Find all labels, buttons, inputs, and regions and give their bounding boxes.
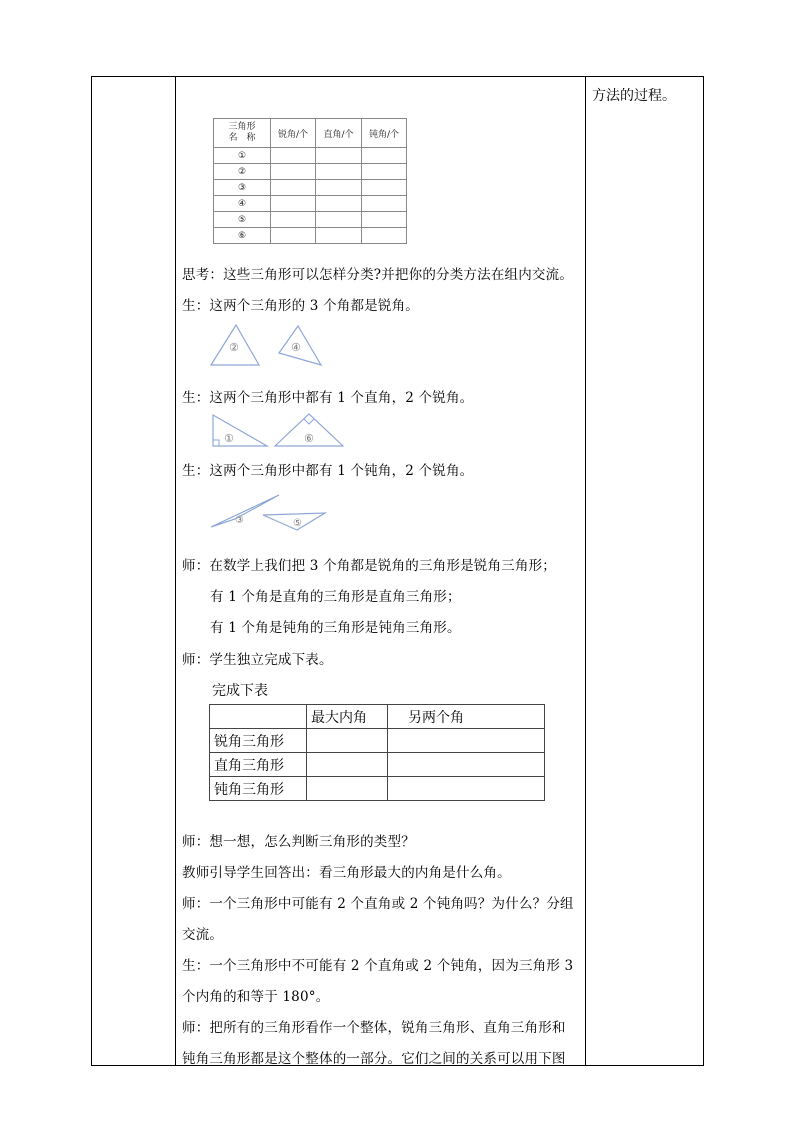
table1-header-right: 直角/个 [316, 119, 362, 148]
right-column-note: 方法的过程。 [592, 88, 676, 104]
obtuse-triangle-5-label: ⑤ [293, 518, 302, 529]
paragraph-teacher-relation-line1: 师：把所有的三角形看作一个整体，锐角三角形、直角三角形和 [182, 1020, 566, 1036]
paragraph-think: 思考：这些三角形可以怎样分类?并把你的分类方法在组内交流。 [182, 267, 574, 283]
table1-row-label: ② [214, 164, 271, 180]
table2-header-blank [210, 705, 307, 729]
triangle-angle-count-table [213, 118, 407, 244]
right-angle-mark-6 [304, 419, 314, 424]
paragraph-teacher-define-right: 有 1 个角是直角的三角形是直角三角形； [210, 589, 461, 605]
table2-row-acute: 锐角三角形 [210, 729, 307, 753]
paragraph-teacher-define-obtuse: 有 1 个角是钝角的三角形是钝角三角形。 [210, 620, 461, 636]
table1-row-label: ④ [214, 196, 271, 212]
table2-row-obtuse: 钝角三角形 [210, 777, 307, 801]
obtuse-triangle-3 [211, 495, 279, 527]
paragraph-teacher-judge: 师：想一想，怎么判断三角形的类型？ [182, 834, 415, 850]
right-triangle-6-label: ⑥ [304, 432, 314, 445]
table1-row-label: ⑤ [214, 212, 271, 228]
paragraph-student-acute: 生：这两个三角形的 3 个角都是锐角。 [182, 298, 419, 314]
paragraph-teacher-task: 师：学生独立完成下表。 [182, 652, 333, 668]
paragraph-student-answer-line1: 生：一个三角形中不可能有 2 个直角或 2 个钝角，因为三角形 3 [182, 958, 574, 974]
table2-caption: 完成下表 [212, 683, 268, 699]
acute-triangles-figure [207, 323, 337, 369]
table2-header-largest-angle: 最大内角 [307, 705, 388, 729]
table1-row-label: ⑥ [214, 228, 271, 244]
right-angle-mark-1 [213, 440, 219, 446]
lesson-table-frame [91, 76, 704, 1066]
table1-header-acute: 锐角/个 [271, 119, 316, 148]
column-divider-right [585, 77, 586, 1065]
obtuse-triangles-figure [207, 491, 332, 533]
triangle-type-table [209, 704, 545, 801]
right-triangle-1-label: ① [224, 432, 234, 445]
paragraph-teacher-relation-line2: 钝角三角形都是这个整体的一部分。它们之间的关系可以用下图 [182, 1051, 566, 1067]
table1-row-label: ③ [214, 180, 271, 196]
paragraph-student-right: 生：这两个三角形中都有 1 个直角，2 个锐角。 [182, 390, 474, 406]
right-triangles-figure [207, 409, 357, 449]
paragraph-teacher-question-line1: 师：一个三角形中可能有 2 个直角或 2 个钝角吗？为什么？分组 [182, 896, 574, 912]
table2-row-right: 直角三角形 [210, 753, 307, 777]
paragraph-student-obtuse: 生：这两个三角形中都有 1 个钝角，2 个锐角。 [182, 463, 474, 479]
table1-header-obtuse: 钝角/个 [362, 119, 407, 148]
obtuse-triangle-3-label: ③ [235, 515, 244, 526]
table1-header-name: 三角形 名 称 [214, 119, 271, 148]
table2-header-other-angles: 另两个角 [388, 705, 545, 729]
paragraph-guide: 教师引导学生回答出：看三角形最大的内角是什么角。 [182, 865, 511, 881]
column-divider-left [175, 77, 176, 1065]
acute-triangle-2-label: ② [229, 341, 239, 354]
acute-triangle-4-label: ④ [291, 341, 301, 354]
paragraph-teacher-define: 师：在数学上我们把 3 个角都是锐角的三角形是锐角三角形； [182, 558, 556, 574]
paragraph-student-answer-line2: 个内角的和等于 180°。 [182, 989, 330, 1005]
paragraph-teacher-question-line2: 交流。 [182, 927, 224, 943]
table1-row-label: ① [214, 148, 271, 164]
right-triangle-1 [213, 415, 267, 446]
